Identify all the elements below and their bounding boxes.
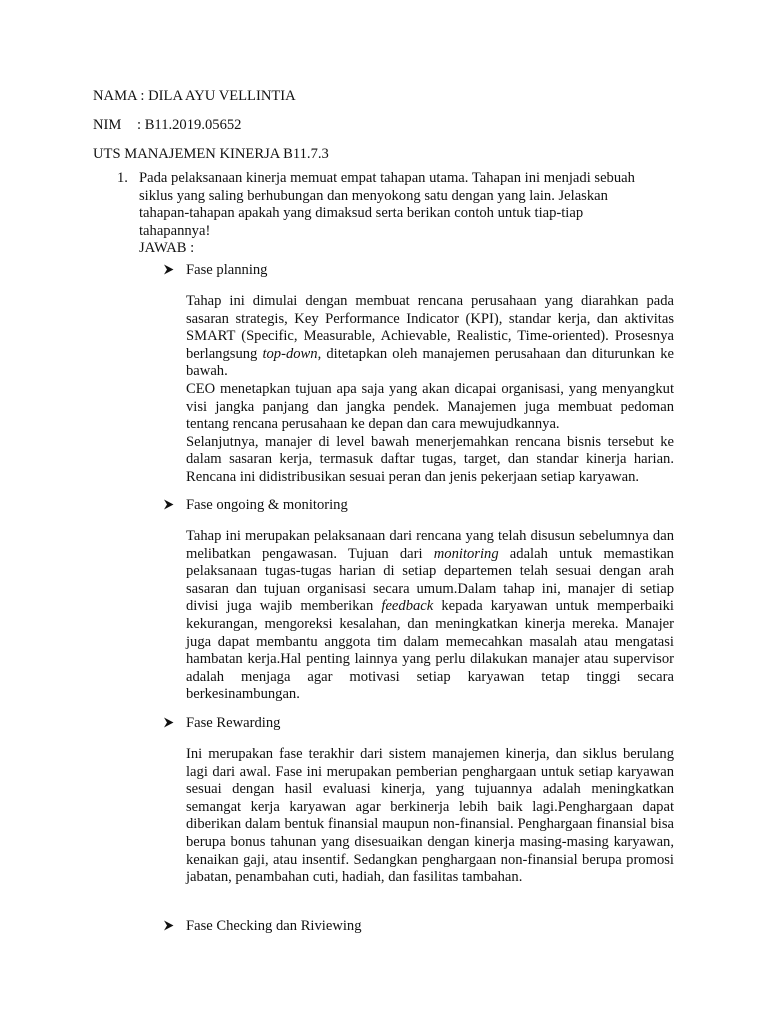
- paragraph: [186, 293, 674, 381]
- text-run: adalah untuk memastikan pelaksanaan tugas-tugas harian di setiap departemen telah sesuai dengan arah sasaran dan tujuan organisasi secara umum.Dalam tahap ini, manajer di setiap divisi juga wajib memberikan: [186, 545, 674, 615]
- question-line: Pada pelaksanaan kinerja memuat empat tahapan utama. Tahapan ini menjadi sebuah: [139, 170, 635, 186]
- question-line: tahapan-tahapan apakah yang dimaksud serta berikan contoh untuk tiap-tiap: [139, 205, 584, 222]
- phase-heading-checking: [163, 918, 362, 936]
- student-name: NAMA : DILA AYU VELLINTIA: [93, 88, 296, 104]
- phase-title: Fase Rewarding: [186, 715, 281, 731]
- paragraph: Ini merupakan fase terakhir dari sistem manajemen kinerja, dan siklus berulang lagi dari awal. Fase ini merupakan pemberian penghargaan untuk setiap karyawan sesuai dengan hasil evaluasi kinerja, yang tujuannya adalah meningkatkan semangat kerja karyawan agar berkinerja lebih baik lagi.Penghargaan dapat diberikan dalam bentuk finansial maupun non-finansial. Penghargaan finansial bisa berupa bonus tahunan yang disesuaikan dengan kinerja masing-masing karyawan, kenaikan gaji, atau insentif. Sedangkan penghargaan non-finansial berupa promosi jabatan, penambahan cuti, hadiah, dan fasilitas tambahan.: [186, 746, 674, 886]
- phase-body-rewarding: [186, 746, 674, 887]
- exam-title: UTS MANAJEMEN KINERJA B11.7.3: [93, 146, 329, 162]
- phase-body-ongoing: [186, 528, 674, 704]
- question-text: [139, 170, 679, 258]
- italic-term: top-down: [262, 345, 318, 362]
- arrowhead-bullet-icon: [163, 497, 186, 515]
- phase-heading-ongoing: [163, 497, 348, 515]
- phase-heading-rewarding: [163, 715, 280, 733]
- text-run: , ditetapkan oleh manajemen perusahaan dan diturunkan ke bawah.: [186, 345, 674, 380]
- phase-heading-planning: [163, 262, 267, 280]
- arrowhead-bullet-icon: [163, 715, 186, 733]
- nim-label: NIM: [93, 117, 122, 133]
- paragraph: [186, 528, 674, 704]
- nim-value: : B11.2019.05652: [137, 117, 242, 133]
- paragraph: CEO menetapkan tujuan apa saja yang akan dicapai organisasi, yang menyangkut visi jangka panjang dan jangka pendek. Manajemen juga membuat pedoman tentang rencana perusahaan ke depan dan cara mewujudkannya.: [186, 380, 674, 433]
- phase-title: Fase ongoing & monitoring: [186, 497, 348, 513]
- phase-title: Fase Checking dan Riviewing: [186, 918, 362, 934]
- student-nim: [93, 117, 241, 135]
- italic-term: feedback: [381, 598, 434, 615]
- phase-title: Fase planning: [186, 262, 268, 278]
- question-line: tahapannya!: [139, 222, 211, 239]
- text-run: kepada karyawan untuk memperbaiki kekurangan, mengoreksi kesalahan, dan meningkatkan kinerja mereka. Manajer juga dapat membantu anggota tim dalam memecahkan masalah atau mengatasi hambatan kerja.Hal penting lainnya yang perlu dilakukan manajer atau supervisor adalah menjaga agar motivasi setiap karyawan tetap tinggi secara berkesinambungan.: [186, 598, 674, 703]
- paragraph: Selanjutnya, manajer di level bawah menerjemahkan rencana bisnis tersebut ke dalam sasaran kerja, termasuk daftar tugas, target, dan standar kinerja harian. Rencana ini didistribusikan sesuai peran dan jenis pekerjaan setiap karyawan.: [186, 433, 674, 485]
- arrowhead-bullet-icon: [163, 918, 186, 936]
- question-line: siklus yang saling berhubungan dan menyokong satu dengan yang lain. Jelaskan: [139, 187, 608, 204]
- answer-label: JAWAB :: [139, 240, 195, 257]
- text-run: Tahap ini merupakan pelaksanaan dari rencana yang telah disusun sebelumnya dan melibatkan pengawasan. Tujuan dari: [186, 528, 674, 562]
- arrowhead-bullet-icon: [163, 262, 186, 280]
- question-number: 1.: [117, 170, 128, 186]
- phase-body-planning: [186, 293, 674, 487]
- italic-term: monitoring: [433, 545, 499, 562]
- text-run: Tahap ini dimulai dengan membuat rencana perusahaan yang diarahkan pada sasaran strategis, Key Performance Indicator (KPI), standar kerja, dan aktivitas SMART (Specific, Measurable, Achievable, Realistic, Time-oriented). Prosesnya berlangsung: [186, 293, 674, 362]
